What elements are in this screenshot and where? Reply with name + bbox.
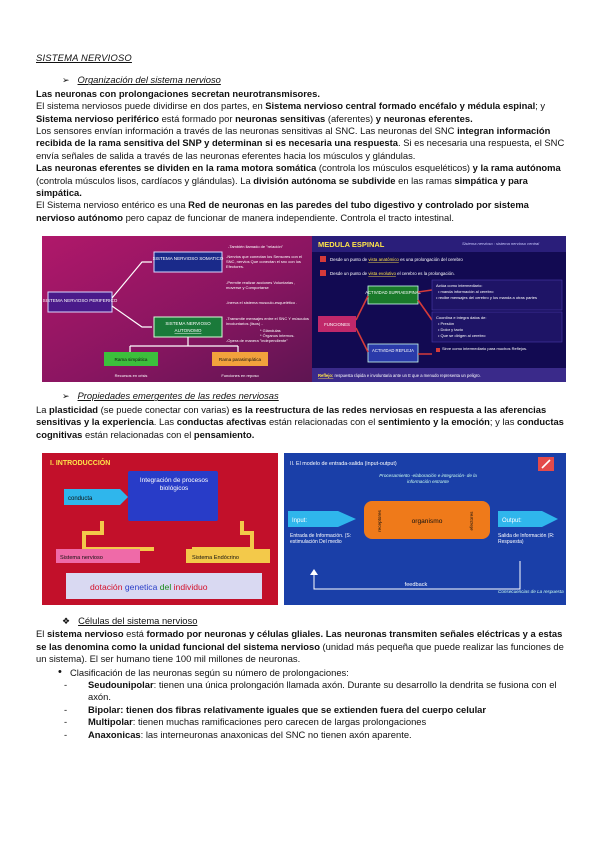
para-text: (aferentes) [325, 112, 376, 124]
para-text: (unidad más pequeña que puede realizar las funciones de un sistema). El ser humano tiene 100 mil millones de neuronas. [36, 640, 564, 665]
para-bold-text: simpática y para simpática. [36, 174, 528, 199]
para-bold-text: y la rama autónoma [472, 162, 561, 174]
section-heading-text: Células del sistema nervioso [78, 614, 198, 626]
para-bold-text: formado por neuronas y células gliales. Las neuronas transmiten señales eléctricas y a estas se las denomina como la unidad funcional del sistema nervioso [36, 628, 563, 652]
note-inerva: -Inerva el sistema musculo-esquelético . [226, 300, 298, 306]
section-heading-celulas [62, 615, 566, 627]
receptores-label: receptores [377, 510, 382, 532]
para-bold-text: neuronas sensitivas [235, 112, 326, 124]
para-bold-text: información recibida de la rama sensitiva del SNP y determinan si es necesaria una respuesta [36, 125, 551, 149]
para-bold-text: sistema nervioso [46, 628, 124, 640]
para-text: Los sensores envían información a través de las neuronas sensitivas al SNC. Las neuronas del SNC [36, 125, 458, 137]
box-periferico-label: SISTEMA NERVIOSO PERIFERICO [42, 298, 118, 304]
para-text: ; y las [489, 416, 517, 428]
term-bipolar: Bipolar [88, 703, 121, 715]
para-bold-text: Sistema nervioso periférico [36, 112, 159, 124]
integracion-label: Integración de procesos biológicos [139, 476, 209, 492]
para-text: (controla músculos lisos, cardíacos y glándulas) [36, 174, 236, 186]
para-text: está formado por [158, 112, 236, 124]
figure-sistema-nervioso-periferico [42, 236, 312, 382]
clasificacion-label: Clasificación de las neuronas según su número de prolongaciones: [70, 666, 349, 678]
funciones-label: FUNCIONES [324, 322, 350, 328]
output-label: Output: [502, 517, 522, 524]
feedback-label: feedback [404, 581, 428, 588]
section-heading-propiedades [62, 390, 566, 402]
doc-title: SISTEMA NERVIOSO [36, 52, 132, 63]
note-relacion: -También llamado de "relación" [228, 244, 284, 250]
para-bold-text: y neuronas eferentes. [375, 112, 473, 124]
modelo-title: II. El modelo de entrada-salida (input-output) [290, 460, 397, 467]
conducta-label: conducta [68, 495, 93, 502]
list-item [58, 679, 566, 704]
consecuencias-label: Consecuencias de La respuesta [498, 588, 564, 594]
paragraph-eferentes [36, 162, 566, 199]
dotacion-label: dotación genetica del individuo [90, 581, 208, 592]
para-text: El sistema nerviosos puede dividirse en dos partes, en [36, 100, 266, 112]
paragraph-division [36, 100, 566, 125]
para-text: La [36, 403, 50, 415]
term-description: : tienen dos fibras relativamente iguales que se extienden fuera del cuerpo celular [120, 703, 487, 715]
para-bold-text: Red de neuronas en las paredes del tubo digestivo y controlado por sistema nervioso autónomo [36, 199, 529, 223]
arrow-bullet-icon: ➢ [62, 391, 70, 402]
para-bold-text: Las neuronas con prolongaciones secretan neurotransmisores. [36, 87, 320, 99]
para-text: El Sistema nervioso entérico es una [36, 199, 189, 211]
para-text: pero capaz de funcionar de manera independiente. Controla el tracto intestinal. [122, 211, 454, 223]
note-transmite: -Transmite mensajes entre el SNC Y músculos involuntarios (lisos) - [226, 316, 309, 327]
paragraph-sensores [36, 125, 566, 162]
paragraph-plasticidad [36, 404, 566, 441]
para-bold-text: división autónoma se subdivide [253, 174, 396, 186]
list-item [58, 704, 566, 716]
paragraph-enterico [36, 199, 566, 224]
figure-modelo-entrada-salida [284, 453, 566, 605]
list-item [58, 716, 566, 728]
sirve-text: Sirve como intermediario para muchos Reflejos. [442, 346, 528, 352]
figure-introduccion [42, 453, 278, 605]
para-text: están relacionadas con el [266, 416, 378, 428]
rama-parasimpatica-label: Rama parasimpática [218, 357, 262, 363]
coord-text-1: Coordina e integra datos de: [436, 315, 487, 321]
coord-text-4: • Que se dirigen al cerebro [438, 333, 486, 339]
term-anaxonicas: Anaxonicas [88, 728, 141, 740]
para-text: ; y [535, 100, 546, 112]
arrow-bullet-icon: ➢ [62, 75, 70, 86]
act-text-1: Actúa como intermediario: [436, 283, 483, 289]
para-bold-text: pensamiento. [193, 428, 255, 440]
medula-title: MEDULA ESPINAL [318, 240, 385, 250]
procesamiento-label: Procesamiento -elaboración e integración- de la información entrante [379, 472, 477, 484]
organismo-label: organismo [411, 517, 443, 525]
para-bold-text: Sistema nervioso central formado encéfalo y médula espinal [265, 100, 536, 112]
note-independiente: -Opera de manera "independiente" [226, 338, 288, 344]
section-heading-organizacion [62, 74, 566, 86]
para-text: El [36, 628, 47, 640]
act-text-2: • manda información al cerebro [438, 289, 494, 295]
para-bold-text: integran [457, 125, 495, 137]
efectores-label: efectores [469, 511, 474, 531]
act-supra-label: ACTIVIDAD SUPRAESPINAL [365, 290, 421, 296]
sistema-endocrino-label: Sistema Endócrino [192, 554, 239, 561]
term-description: : tienen muchas ramificaciones pero carecen de largas prolongaciones [132, 716, 427, 728]
coord-text-2: • Presión [438, 321, 455, 327]
note-nervios: -Nervios que conectan los Sensores con el SNC, nervios Que conectan el snc con los Efectores. [226, 254, 303, 270]
term-description: : tienen una única prolongación llamada axón. Durante su desarrollo la dendrita se fusiona con el axón. [88, 678, 557, 703]
term-description: : las interneuronas anaxonicas del SNC no tienen axón aparente. [140, 728, 412, 740]
list-item [58, 729, 566, 741]
term-seudounipolar: Seudounipolar [88, 678, 154, 690]
box-autonomo-label-1: SISTEMA NERVIOSO [165, 321, 211, 327]
medula-line-2: Desde un punto de vista evolutivo el cerebro es la prolongación. [330, 271, 455, 277]
figure-row-1 [36, 236, 566, 382]
para-text: . La [235, 174, 254, 186]
para-text: están relacionadas con el [82, 428, 194, 440]
term-multipolar: Multipolar [88, 716, 133, 728]
paragraph-neuronas [36, 88, 566, 100]
input-label: Input: [292, 517, 308, 524]
note-voluntarias: -Permite realizar acciones Voluntarias , moverse y Comportarse [226, 280, 296, 291]
note-organos: * Órganos internos. [260, 333, 295, 339]
funciones-reposo-label: Funciones en reposo [221, 373, 259, 379]
para-bold-text: plasticidad [49, 403, 99, 415]
paragraph-celulas [36, 628, 566, 665]
para-text: (controla los músculos esqueléticos) [316, 162, 473, 174]
para-bold-text: sentimiento y la emoción [377, 416, 490, 428]
medula-footer: Reflejo: respuesta rápida e involuntaria ante un E que a menudo representa un peligro. [318, 373, 481, 379]
note-glandulas: * Glándulas [260, 328, 281, 334]
salida-label: Salida de Información (R: Respuesta) [498, 532, 555, 545]
document-page [36, 52, 566, 741]
para-text: (se puede conectar con varias) [98, 403, 232, 415]
para-text: . Si es necesaria una respuesta, el SNC envía señales de salida a través de las neuronas eferentes hacia los músculos y glándulas. [36, 137, 565, 161]
act-refleja-label: ACTIVIDAD REFLEJA [372, 348, 414, 354]
sistema-nervioso-label: Sistema nervioso [60, 554, 103, 561]
para-bold-text: rama motora somática [216, 162, 317, 174]
figure-row-2 [36, 453, 566, 605]
para-text: . Las [153, 416, 177, 428]
medula-header-right: Sistema nervioso : sistema nervioso central [462, 241, 540, 247]
recursos-crisis-label: Recursos en crisis [114, 373, 148, 379]
intro-title: I. INTRODUCCIÓN [50, 459, 111, 467]
section-heading-text: Propiedades emergentes de las redes nerviosas [77, 390, 279, 402]
medula-line-1: Desde un punto de vista anatómico es una prolongación del cerebro [330, 257, 463, 263]
para-bold-text: conductas afectivas [176, 416, 267, 428]
list-item [58, 667, 566, 741]
entrada-label: Entrada de Información. (S: estimulación Del medio [290, 532, 352, 545]
clasificacion-list [58, 667, 566, 741]
para-bold-text: Las neuronas eferentes se dividen en la [36, 162, 217, 174]
box-autonomo-label-2: AUTONOMO [174, 328, 202, 334]
figure-medula-espinal [312, 236, 566, 382]
para-text: está [123, 628, 147, 640]
section-heading-text: Organización del sistema nervioso [77, 74, 221, 86]
coord-text-3: • Dolor y tacto [438, 327, 463, 333]
para-text: en las ramas [395, 174, 455, 186]
prolongaciones-sublist [58, 679, 566, 741]
act-text-3: • recibe mensajes del cerebro y los manda a otras partes [436, 295, 538, 301]
box-somatico-label: SISTEMA NERVIOSO SOMATICO [152, 256, 224, 262]
para-bold-text: conductas cognitivas [36, 416, 564, 440]
diamond-bullet-icon: ❖ [62, 615, 71, 626]
para-bold-text: es la reestructura de las redes nerviosas en respuesta a las aferencias sensitivas y la experiencia [36, 403, 547, 428]
rama-simpatica-label: Rama simpática [114, 357, 148, 363]
